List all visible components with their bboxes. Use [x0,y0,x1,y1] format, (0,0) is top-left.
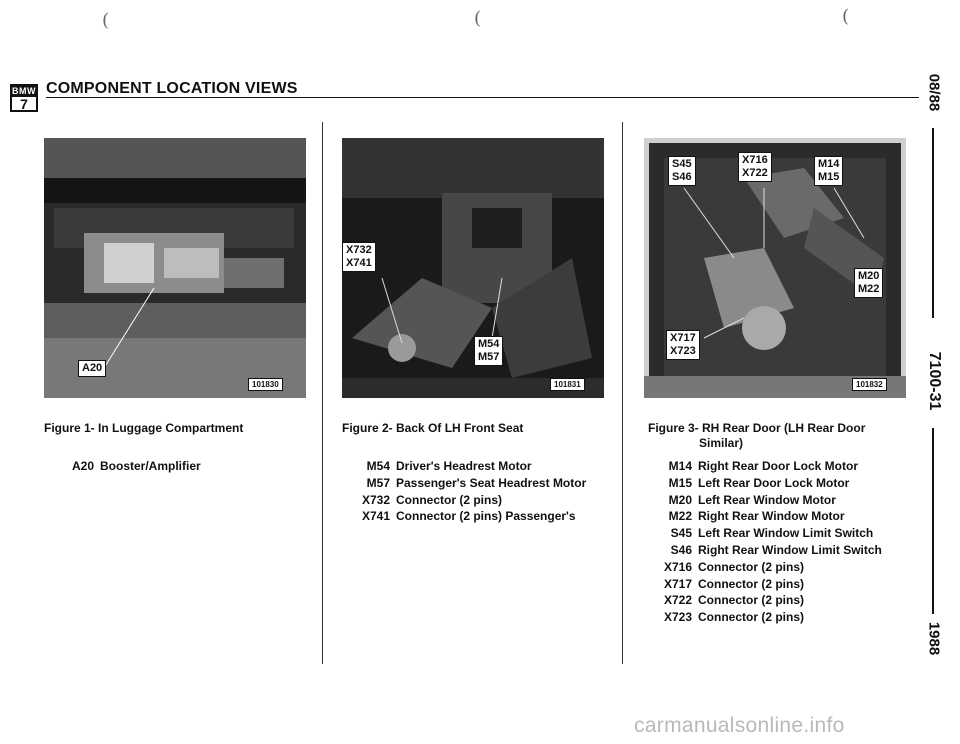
scan-mark: ( [474,8,482,29]
legend-row [62,458,201,475]
legend-row [646,542,882,559]
photo-number: 101832 [852,378,887,391]
watermark: carmanualsonline.info [634,714,845,737]
legend-code: M57 [366,475,390,490]
callout-s45-s46: S45 S46 [668,156,696,186]
legend-code: M22 [668,509,692,524]
figure-3-caption [648,421,865,451]
scan-mark: ( [842,6,850,27]
legend-code: X717 [663,576,692,591]
legend-desc: Booster/Amplifier [100,459,201,473]
caption-text: Figure 3- RH Rear Door (LH Rear Door [648,421,866,435]
legend-desc: Passenger's Seat Headrest Motor [396,475,587,490]
logo-series-number: 7 [20,96,28,112]
legend-row [346,458,586,475]
side-rule [932,428,934,614]
logo-brand: BMW [12,86,36,96]
caption-text: Figure 2- Back Of LH Front Seat [342,421,524,435]
legend-desc: Connector (2 pins) [698,559,805,574]
scan-mark: ( [102,10,110,31]
legend-desc: Connector (2 pins) [698,593,805,608]
legend-desc: Connector (2 pins) Passenger's [396,509,576,524]
side-rule [932,128,934,318]
figure-1-photo [44,138,306,398]
legend-desc: Right Rear Door Lock Motor [698,459,859,473]
photo-number: 101831 [550,378,585,391]
legend-code: X722 [663,593,692,608]
legend-code: A20 [71,459,94,473]
legend-code: X723 [663,610,692,625]
legend-desc: Right Rear Window Limit Switch [698,542,882,557]
legend-row [646,458,882,475]
page-title: COMPONENT LOCATION VIEWS [46,80,298,97]
callout-m14-m15: M14 M15 [814,156,843,186]
legend-desc: Right Rear Window Motor [698,509,845,524]
legend-desc: Left Rear Window Limit Switch [698,526,874,541]
figure-3-legend [646,458,882,626]
photo-number: 101830 [248,378,283,391]
figure-2-photo [342,138,604,398]
legend-code: M20 [668,492,692,507]
legend-code: S46 [670,542,692,557]
bmw-logo [10,84,38,112]
legend-desc: Connector (2 pins) [396,492,503,507]
callout-a20: A20 [78,360,106,377]
figure-1-caption [44,421,243,436]
legend-code: M14 [668,459,692,473]
side-date: 08/88 [925,73,943,112]
legend-desc: Left Rear Window Motor [698,492,836,507]
legend-desc: Connector (2 pins) [698,576,805,591]
caption-text: Figure 1- In Luggage Compartment [44,421,244,435]
legend-code: X716 [663,559,692,574]
legend-desc: Connector (2 pins) [698,610,805,625]
legend-row [646,475,882,492]
legend-row [646,559,882,576]
legend-code: S45 [670,526,692,541]
legend-row [346,492,586,509]
header-rule [46,97,919,98]
legend-row [646,609,882,626]
legend-row [646,576,882,593]
legend-row [646,592,882,609]
callout-m20-m22: M20 M22 [854,268,883,298]
legend-code: X732 [361,492,390,507]
legend-code: X741 [361,509,390,524]
legend-row [646,525,882,542]
caption-text-line2: Similar) [699,436,744,450]
callout-x717-x723: X717 X723 [666,330,700,360]
legend-desc: Left Rear Door Lock Motor [698,475,850,490]
callout-x732-x741: X732 X741 [342,242,376,272]
legend-code: M54 [366,459,390,473]
legend-row [646,508,882,525]
legend-row [346,475,586,492]
column-divider [322,122,323,664]
callout-m54-m57: M54 M57 [474,336,503,366]
legend-code: M15 [668,475,692,490]
figure-2-caption [342,421,523,436]
side-group-number: 7100-31 [926,351,943,411]
figure-1-legend [62,458,201,475]
column-divider [622,122,623,664]
side-year: 1988 [925,621,943,656]
figure-3-photo [644,138,906,398]
legend-row [346,508,586,525]
figure-2-legend [346,458,586,525]
callout-x716-x722: X716 X722 [738,152,772,182]
legend-row [646,492,882,509]
legend-desc: Driver's Headrest Motor [396,459,532,473]
